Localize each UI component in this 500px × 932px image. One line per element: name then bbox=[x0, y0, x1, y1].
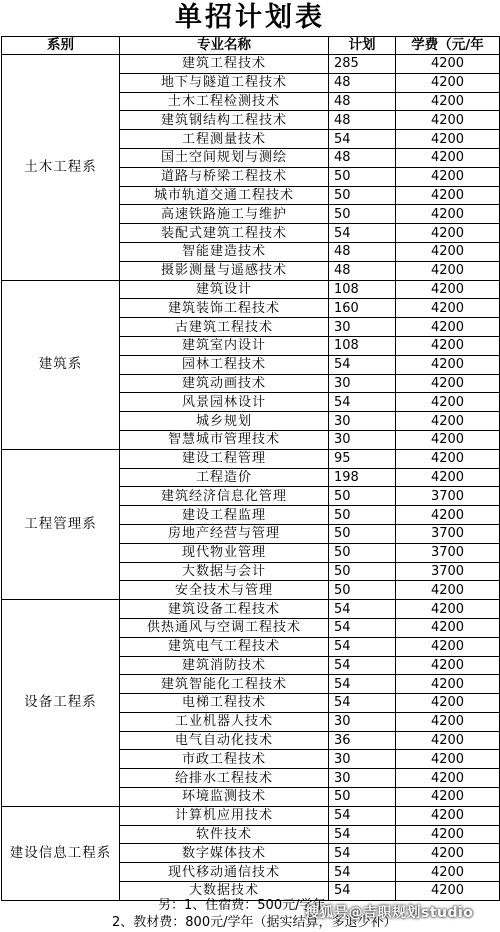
major-name-cell: 建筑装饰工程技术 bbox=[120, 299, 329, 318]
plan-count-cell: 50 bbox=[329, 581, 396, 600]
major-name-cell: 工业机器人技术 bbox=[120, 712, 329, 731]
tuition-cell: 4200 bbox=[396, 468, 500, 487]
tuition-cell: 4200 bbox=[396, 750, 500, 769]
tuition-cell: 4200 bbox=[396, 581, 500, 600]
plan-count-cell: 30 bbox=[329, 374, 396, 393]
tuition-cell: 4200 bbox=[396, 205, 500, 224]
major-name-cell: 建设工程监理 bbox=[120, 506, 329, 525]
tuition-cell: 3700 bbox=[396, 524, 500, 543]
tuition-cell: 4200 bbox=[396, 731, 500, 750]
tuition-cell: 4200 bbox=[396, 299, 500, 318]
plan-count-cell: 54 bbox=[329, 600, 396, 619]
tuition-cell: 4200 bbox=[396, 788, 500, 807]
tuition-cell: 4200 bbox=[396, 449, 500, 468]
major-name-cell: 建筑智能化工程技术 bbox=[120, 675, 329, 694]
major-name-cell: 市政工程技术 bbox=[120, 750, 329, 769]
department-cell: 建筑系 bbox=[2, 280, 120, 449]
note-textbook: 2、教材费：800元/学年（据实结算，多退少补） bbox=[112, 915, 397, 930]
tuition-cell: 4200 bbox=[396, 393, 500, 412]
header-major: 专业名称 bbox=[120, 37, 329, 55]
major-name-cell: 建筑室内设计 bbox=[120, 336, 329, 355]
tuition-cell: 4200 bbox=[396, 224, 500, 243]
major-name-cell: 现代移动通信技术 bbox=[120, 863, 329, 882]
tuition-cell: 4200 bbox=[396, 242, 500, 261]
plan-count-cell: 30 bbox=[329, 412, 396, 431]
tuition-cell: 4200 bbox=[396, 73, 500, 92]
plan-count-cell: 48 bbox=[329, 73, 396, 92]
table-row bbox=[2, 806, 500, 825]
tuition-cell: 4200 bbox=[396, 374, 500, 393]
major-name-cell: 给排水工程技术 bbox=[120, 769, 329, 788]
major-name-cell: 建筑消防技术 bbox=[120, 656, 329, 675]
major-name-cell: 智慧城市管理技术 bbox=[120, 430, 329, 449]
major-name-cell: 建设工程管理 bbox=[120, 449, 329, 468]
major-name-cell: 软件技术 bbox=[120, 825, 329, 844]
plan-count-cell: 54 bbox=[329, 393, 396, 412]
major-name-cell: 房地产经营与管理 bbox=[120, 524, 329, 543]
tuition-cell: 4200 bbox=[396, 863, 500, 882]
plan-count-cell: 54 bbox=[329, 863, 396, 882]
major-name-cell: 电梯工程技术 bbox=[120, 694, 329, 713]
tuition-cell: 4200 bbox=[396, 355, 500, 374]
tuition-cell: 4200 bbox=[396, 712, 500, 731]
major-name-cell: 智能建造技术 bbox=[120, 242, 329, 261]
plan-count-cell: 54 bbox=[329, 844, 396, 863]
major-name-cell: 供热通风与空调工程技术 bbox=[120, 618, 329, 637]
major-name-cell: 土木工程检测技术 bbox=[120, 92, 329, 111]
plan-count-cell: 30 bbox=[329, 318, 396, 337]
tuition-cell: 4200 bbox=[396, 111, 500, 130]
plan-count-cell: 54 bbox=[329, 806, 396, 825]
plan-count-cell: 54 bbox=[329, 130, 396, 149]
plan-count-cell: 50 bbox=[329, 487, 396, 506]
major-name-cell: 建筑电气工程技术 bbox=[120, 637, 329, 656]
plan-count-cell: 54 bbox=[329, 618, 396, 637]
watermark: 搜狐号@吉职规划studio bbox=[305, 905, 474, 921]
plan-count-cell: 36 bbox=[329, 731, 396, 750]
tuition-cell: 4200 bbox=[396, 825, 500, 844]
tuition-cell: 4200 bbox=[396, 336, 500, 355]
major-name-cell: 数字媒体技术 bbox=[120, 844, 329, 863]
major-name-cell: 地下与隧道工程技术 bbox=[120, 73, 329, 92]
plan-count-cell: 54 bbox=[329, 637, 396, 656]
major-name-cell: 建筑经济信息化管理 bbox=[120, 487, 329, 506]
plan-count-cell: 50 bbox=[329, 506, 396, 525]
header-tuition: 学费（元/年 bbox=[396, 37, 500, 55]
plan-count-cell: 50 bbox=[329, 205, 396, 224]
tuition-cell: 4200 bbox=[396, 55, 500, 74]
major-name-cell: 道路与桥梁工程技术 bbox=[120, 167, 329, 186]
plan-count-cell: 95 bbox=[329, 449, 396, 468]
plan-count-cell: 54 bbox=[329, 675, 396, 694]
tuition-cell: 4200 bbox=[396, 618, 500, 637]
tuition-cell: 3700 bbox=[396, 487, 500, 506]
table-row bbox=[2, 600, 500, 619]
table-row bbox=[2, 280, 500, 299]
plan-count-cell: 54 bbox=[329, 694, 396, 713]
plan-count-cell: 48 bbox=[329, 148, 396, 167]
department-cell: 设备工程系 bbox=[2, 600, 120, 807]
major-name-cell: 安全技术与管理 bbox=[120, 581, 329, 600]
header-plan: 计划 bbox=[329, 37, 396, 55]
note-accommodation: 另：1、住宿费：500元/学年 bbox=[158, 898, 326, 913]
plan-count-cell: 50 bbox=[329, 167, 396, 186]
major-name-cell: 国土空间规划与测绘 bbox=[120, 148, 329, 167]
major-name-cell: 建筑设备工程技术 bbox=[120, 600, 329, 619]
tuition-cell: 4200 bbox=[396, 675, 500, 694]
tuition-cell: 4200 bbox=[396, 130, 500, 149]
major-name-cell: 摄影测量与遥感技术 bbox=[120, 261, 329, 280]
plan-count-cell: 30 bbox=[329, 430, 396, 449]
tuition-cell: 4200 bbox=[396, 280, 500, 299]
plan-count-cell: 54 bbox=[329, 825, 396, 844]
tuition-cell: 3700 bbox=[396, 543, 500, 562]
plan-count-cell: 108 bbox=[329, 336, 396, 355]
plan-count-cell: 30 bbox=[329, 712, 396, 731]
major-name-cell: 城乡规划 bbox=[120, 412, 329, 431]
tuition-cell: 4200 bbox=[396, 148, 500, 167]
tuition-cell: 4200 bbox=[396, 637, 500, 656]
tuition-cell: 4200 bbox=[396, 412, 500, 431]
plan-count-cell: 54 bbox=[329, 224, 396, 243]
department-cell: 工程管理系 bbox=[2, 449, 120, 599]
tuition-cell: 4200 bbox=[396, 430, 500, 449]
plan-count-cell: 50 bbox=[329, 562, 396, 581]
major-name-cell: 建筑动画技术 bbox=[120, 374, 329, 393]
department-cell: 土木工程系 bbox=[2, 55, 120, 281]
plan-count-cell: 50 bbox=[329, 543, 396, 562]
tuition-cell: 4200 bbox=[396, 806, 500, 825]
tuition-cell: 4200 bbox=[396, 656, 500, 675]
major-name-cell: 工程测量技术 bbox=[120, 130, 329, 149]
plan-count-cell: 30 bbox=[329, 750, 396, 769]
plan-table bbox=[1, 36, 500, 901]
department-cell: 建设信息工程系 bbox=[2, 806, 120, 900]
plan-count-cell: 54 bbox=[329, 656, 396, 675]
plan-count-cell: 198 bbox=[329, 468, 396, 487]
header-department: 系别 bbox=[2, 37, 120, 55]
page-title: 单招计划表 bbox=[175, 2, 325, 33]
tuition-cell: 4200 bbox=[396, 92, 500, 111]
major-name-cell: 电气自动化技术 bbox=[120, 731, 329, 750]
tuition-cell: 4200 bbox=[396, 600, 500, 619]
major-name-cell: 现代物业管理 bbox=[120, 543, 329, 562]
tuition-cell: 4200 bbox=[396, 769, 500, 788]
plan-count-cell: 30 bbox=[329, 769, 396, 788]
tuition-cell: 3700 bbox=[396, 562, 500, 581]
plan-count-cell: 50 bbox=[329, 186, 396, 205]
tuition-cell: 4200 bbox=[396, 261, 500, 280]
plan-count-cell: 50 bbox=[329, 788, 396, 807]
plan-count-cell: 48 bbox=[329, 242, 396, 261]
plan-count-cell: 285 bbox=[329, 55, 396, 74]
table-row bbox=[2, 55, 500, 74]
tuition-cell: 4200 bbox=[396, 186, 500, 205]
major-name-cell: 计算机应用技术 bbox=[120, 806, 329, 825]
plan-count-cell: 54 bbox=[329, 355, 396, 374]
major-name-cell: 建筑工程技术 bbox=[120, 55, 329, 74]
tuition-cell: 4200 bbox=[396, 506, 500, 525]
plan-count-cell: 48 bbox=[329, 92, 396, 111]
major-name-cell: 城市轨道交通工程技术 bbox=[120, 186, 329, 205]
major-name-cell: 环境监测技术 bbox=[120, 788, 329, 807]
major-name-cell: 装配式建筑工程技术 bbox=[120, 224, 329, 243]
table-body bbox=[2, 55, 500, 901]
major-name-cell: 高速铁路施工与维护 bbox=[120, 205, 329, 224]
major-name-cell: 园林工程技术 bbox=[120, 355, 329, 374]
plan-count-cell: 160 bbox=[329, 299, 396, 318]
header-row bbox=[2, 37, 500, 55]
plan-count-cell: 108 bbox=[329, 280, 396, 299]
tuition-cell: 4200 bbox=[396, 318, 500, 337]
plan-count-cell: 50 bbox=[329, 524, 396, 543]
major-name-cell: 大数据技术 bbox=[120, 882, 329, 901]
plan-count-cell: 48 bbox=[329, 111, 396, 130]
plan-count-cell: 54 bbox=[329, 882, 396, 901]
table-row bbox=[2, 449, 500, 468]
tuition-cell: 4200 bbox=[396, 882, 500, 901]
major-name-cell: 风景园林设计 bbox=[120, 393, 329, 412]
tuition-cell: 4200 bbox=[396, 694, 500, 713]
major-name-cell: 工程造价 bbox=[120, 468, 329, 487]
major-name-cell: 建筑设计 bbox=[120, 280, 329, 299]
tuition-cell: 4200 bbox=[396, 844, 500, 863]
major-name-cell: 建筑钢结构工程技术 bbox=[120, 111, 329, 130]
tuition-cell: 4200 bbox=[396, 167, 500, 186]
major-name-cell: 古建筑工程技术 bbox=[120, 318, 329, 337]
major-name-cell: 大数据与会计 bbox=[120, 562, 329, 581]
plan-count-cell: 48 bbox=[329, 261, 396, 280]
